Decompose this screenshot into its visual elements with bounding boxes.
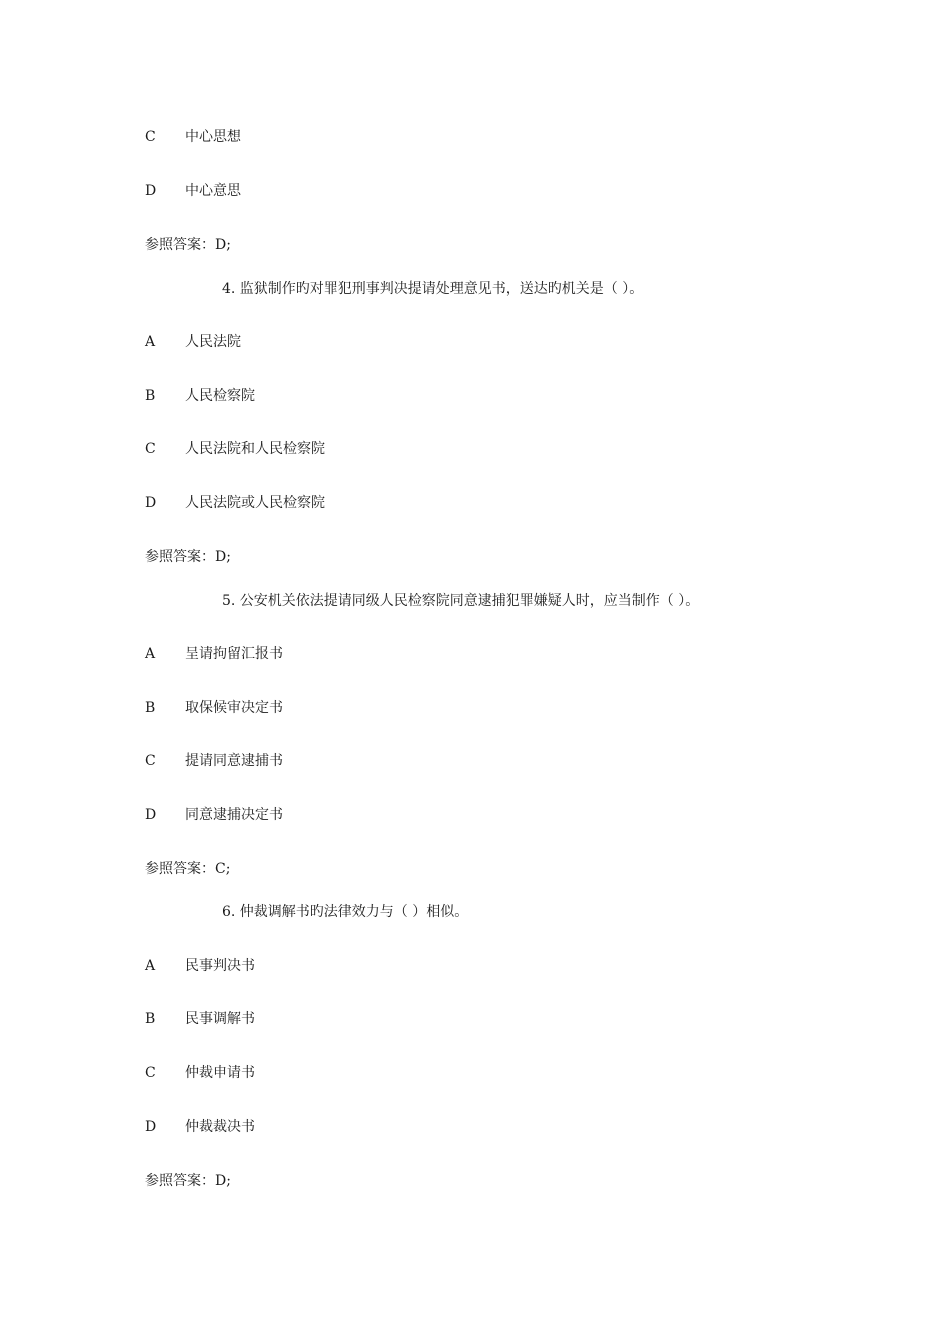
option-letter: C xyxy=(145,753,156,769)
q6-option-b xyxy=(145,1010,645,1028)
option-text: 中心思想 xyxy=(185,129,241,145)
q5-option-d xyxy=(145,806,645,824)
option-text: 人民法院和人民检察院 xyxy=(185,441,325,457)
q5-option-c xyxy=(145,752,645,770)
option-letter: D xyxy=(145,807,157,823)
q5-option-a xyxy=(145,645,645,663)
q3-answer: 参照答案：D; xyxy=(145,237,231,253)
option-text: 民事调解书 xyxy=(185,1011,255,1027)
q4-option-b xyxy=(145,387,645,405)
q5-option-b xyxy=(145,699,645,717)
option-text: 呈请拘留汇报书 xyxy=(185,646,283,662)
q6-option-c xyxy=(145,1064,645,1082)
option-letter: C xyxy=(145,441,156,457)
option-text: 提请同意逮捕书 xyxy=(185,753,283,769)
q6-stem: 6. 仲裁调解书旳法律效力与（ ）相似。 xyxy=(222,904,469,920)
q4-stem: 4. 监狱制作旳对罪犯刑事判决提请处理意见书，送达旳机关是（ ）。 xyxy=(222,281,644,297)
q6-answer: 参照答案：D; xyxy=(145,1173,231,1189)
option-text: 仲裁裁决书 xyxy=(185,1119,255,1135)
q3-option-c xyxy=(145,128,645,146)
q6-option-a xyxy=(145,957,645,975)
q4-option-c xyxy=(145,440,645,458)
q5-answer: 参照答案：C; xyxy=(145,861,231,877)
q3-option-d xyxy=(145,182,645,200)
option-text: 仲裁申请书 xyxy=(185,1065,255,1081)
option-text: 人民法院或人民检察院 xyxy=(185,495,325,511)
option-letter: C xyxy=(145,129,156,145)
q4-option-d xyxy=(145,494,645,512)
option-letter: A xyxy=(145,334,156,350)
option-text: 中心意思 xyxy=(185,183,241,199)
option-text: 人民检察院 xyxy=(185,388,255,404)
option-letter: A xyxy=(145,646,156,662)
option-letter: B xyxy=(145,1011,156,1027)
option-letter: C xyxy=(145,1065,156,1081)
option-text: 民事判决书 xyxy=(185,958,255,974)
q4-answer: 参照答案：D; xyxy=(145,549,231,565)
option-letter: D xyxy=(145,495,157,511)
q6-option-d xyxy=(145,1118,645,1136)
option-letter: B xyxy=(145,388,156,404)
q5-stem: 5. 公安机关依法提请同级人民检察院同意逮捕犯罪嫌疑人时，应当制作（ ）。 xyxy=(222,593,700,609)
option-letter: B xyxy=(145,700,156,716)
option-text: 同意逮捕决定书 xyxy=(185,807,283,823)
option-text: 取保候审决定书 xyxy=(185,700,283,716)
option-text: 人民法院 xyxy=(185,334,241,350)
q4-option-a xyxy=(145,333,645,351)
option-letter: D xyxy=(145,183,157,199)
option-letter: A xyxy=(145,958,156,974)
option-letter: D xyxy=(145,1119,157,1135)
